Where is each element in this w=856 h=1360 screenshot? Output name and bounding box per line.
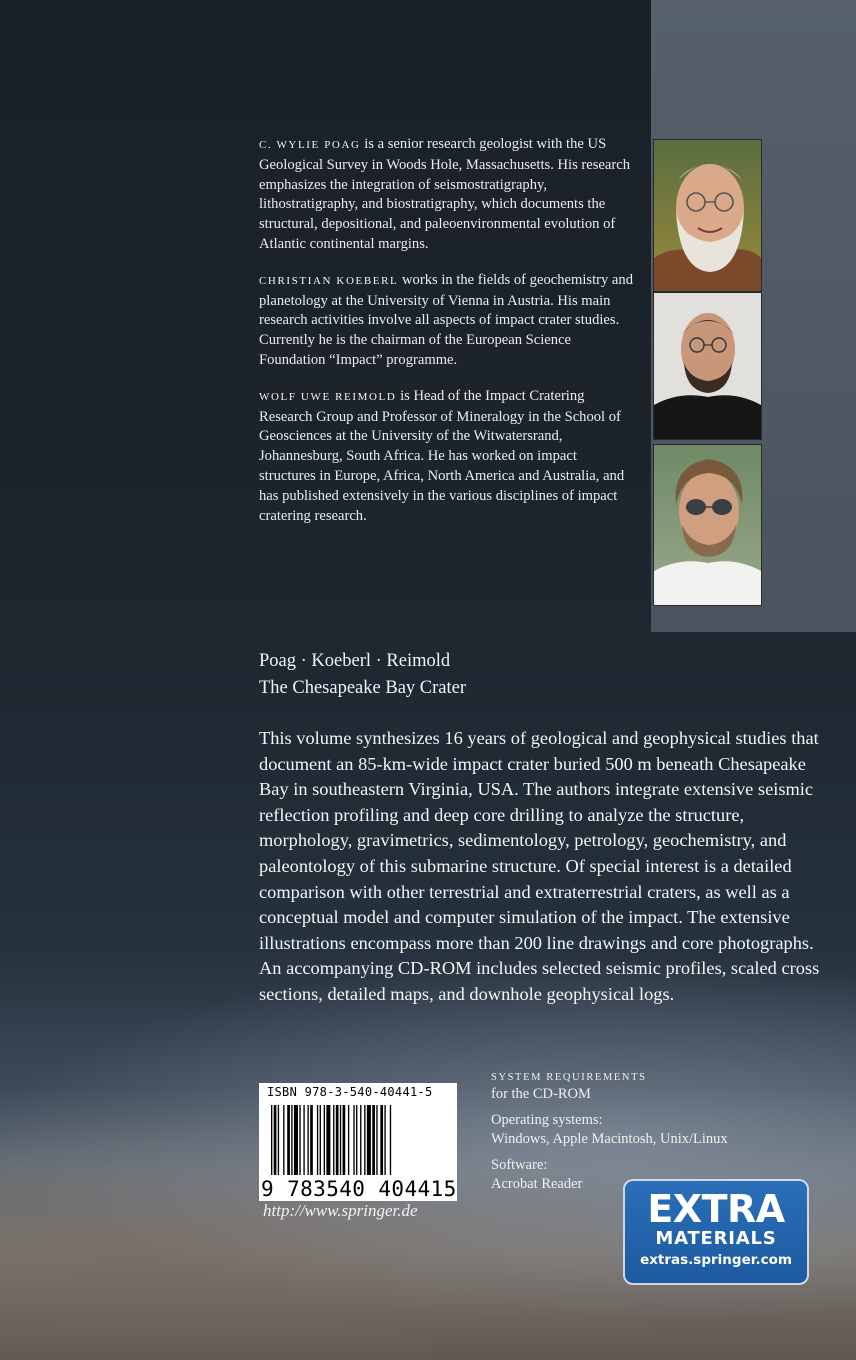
barcode-bar [340, 1105, 341, 1175]
barcode-bar [274, 1105, 277, 1175]
os-label: Operating systems: [491, 1112, 603, 1128]
software-value: Acrobat Reader [491, 1176, 583, 1192]
publisher-url[interactable]: http://www.springer.de [263, 1201, 418, 1220]
isbn-number: ISBN 978-3-540-40441-5 [267, 1085, 433, 1099]
system-requirements [491, 1070, 791, 1194]
barcode-bar [283, 1105, 284, 1175]
barcode-bar [287, 1105, 290, 1175]
barcode-bar [364, 1105, 365, 1175]
bio-reimold [259, 387, 637, 527]
bio-poag [259, 135, 637, 255]
os-value: Windows, Apple Macintosh, Unix/Linux [491, 1131, 728, 1147]
bio-name: WOLF UWE REIMOLD [259, 390, 397, 403]
barcode-bar [372, 1105, 375, 1175]
bio-text: works in the fields of geochemistry and planetology at the University of Vienna in Austria. His main research activities involve all aspects of impact crater studies. Currently he is the chairman of the European Science Foundation “Impact” programme. [259, 271, 634, 368]
barcode-bar [303, 1105, 304, 1175]
bio-name: C. WYLIE POAG [259, 139, 361, 151]
sysreq-heading: SYSTEM REQUIREMENTS [491, 1072, 647, 1083]
barcode-bar [271, 1105, 272, 1175]
barcode-bar [380, 1105, 383, 1175]
book-title: The Chesapeake Bay Crater [259, 678, 467, 698]
barcode-bar [333, 1105, 334, 1175]
barcode-bar [299, 1105, 300, 1175]
barcode-bar [343, 1105, 346, 1175]
barcode-bar [294, 1105, 298, 1175]
barcode-bar [353, 1105, 354, 1175]
book-summary: This volume synthesizes 16 years of geological and geophysical studies that document an 85-km-wide impact crater buried 500 m beneath Chesapeake Bay in southeastern Virginia, USA. The authors integrate extensive seismic reflection profiling and deep core drilling to analyze the structure, morphology, gravimetrics, sedimentology, petrology, geochemistry, and paleontology of this submarine structure. Of special interest is a detailed comparison with other terrestrial and extraterrestrial craters, as well as a conceptual model and computer simulation of the impact. The extensive illustrations encompass more than 200 line drawings and core photographs. An accompanying CD-ROM includes selected seismic profiles, scaled cross sections, detailed maps, and downhole geophysical logs. [259, 728, 820, 1004]
barcode-bar [376, 1105, 377, 1175]
isbn-barcode [259, 1083, 457, 1201]
barcode-bar [317, 1105, 318, 1175]
barcode-bar [390, 1105, 391, 1175]
badge-line-2: MATERIALS [655, 1228, 777, 1249]
bio-text: is Head of the Impact Cratering Research Group and Professor of Mineralogy in the School of Geosciences at the University of the Witwatersrand, Johannesburg, South Africa. He has worked on impact structures in Europe, Africa, North America and Australia, and has published extensively in the various disciplines of impact cratering research. [259, 387, 625, 524]
book-title-block [259, 648, 466, 702]
barcode-bar [348, 1105, 349, 1175]
bio-koeberl [259, 271, 637, 371]
photo-poag [653, 139, 762, 292]
barcode-bar [336, 1105, 339, 1175]
bio-name: CHRISTIAN KOEBERL [259, 274, 399, 287]
badge-line-1: EXTRA [647, 1187, 785, 1231]
bio-text: is a senior research geologist with the US Geological Survey in Woods Hole, Massachusetts. His research emphasizes the integration of seismostratigraphy, lithostratigraphy, and biostratigraphy, which documents the structural, depositional, and paleoenvironmental evolution of Atlantic continental margins. [259, 136, 631, 252]
barcode-bar [291, 1105, 292, 1175]
barcode-bar [324, 1105, 325, 1175]
software-label: Software: [491, 1157, 548, 1173]
barcode-bar [356, 1105, 357, 1175]
extra-materials-badge[interactable] [623, 1179, 809, 1285]
barcode-bar [307, 1105, 308, 1175]
sysreq-sub: for the CD-ROM [491, 1086, 591, 1102]
authors-line: Poag · Koeberl · Reimold [259, 651, 451, 671]
badge-line-3: extras.springer.com [640, 1252, 792, 1268]
barcode-bar [367, 1105, 371, 1175]
barcode-bar [326, 1105, 330, 1175]
ean-number: 9 783540 404415 [261, 1177, 457, 1201]
barcode-bar [384, 1105, 385, 1175]
photo-reimold [653, 444, 762, 606]
barcode-bars [271, 1105, 447, 1175]
barcode-bar [278, 1105, 279, 1175]
barcode-bar [310, 1105, 313, 1175]
barcode-bar [320, 1105, 321, 1175]
photo-koeberl [653, 292, 762, 440]
author-bios [259, 135, 637, 542]
barcode-bar [360, 1105, 361, 1175]
